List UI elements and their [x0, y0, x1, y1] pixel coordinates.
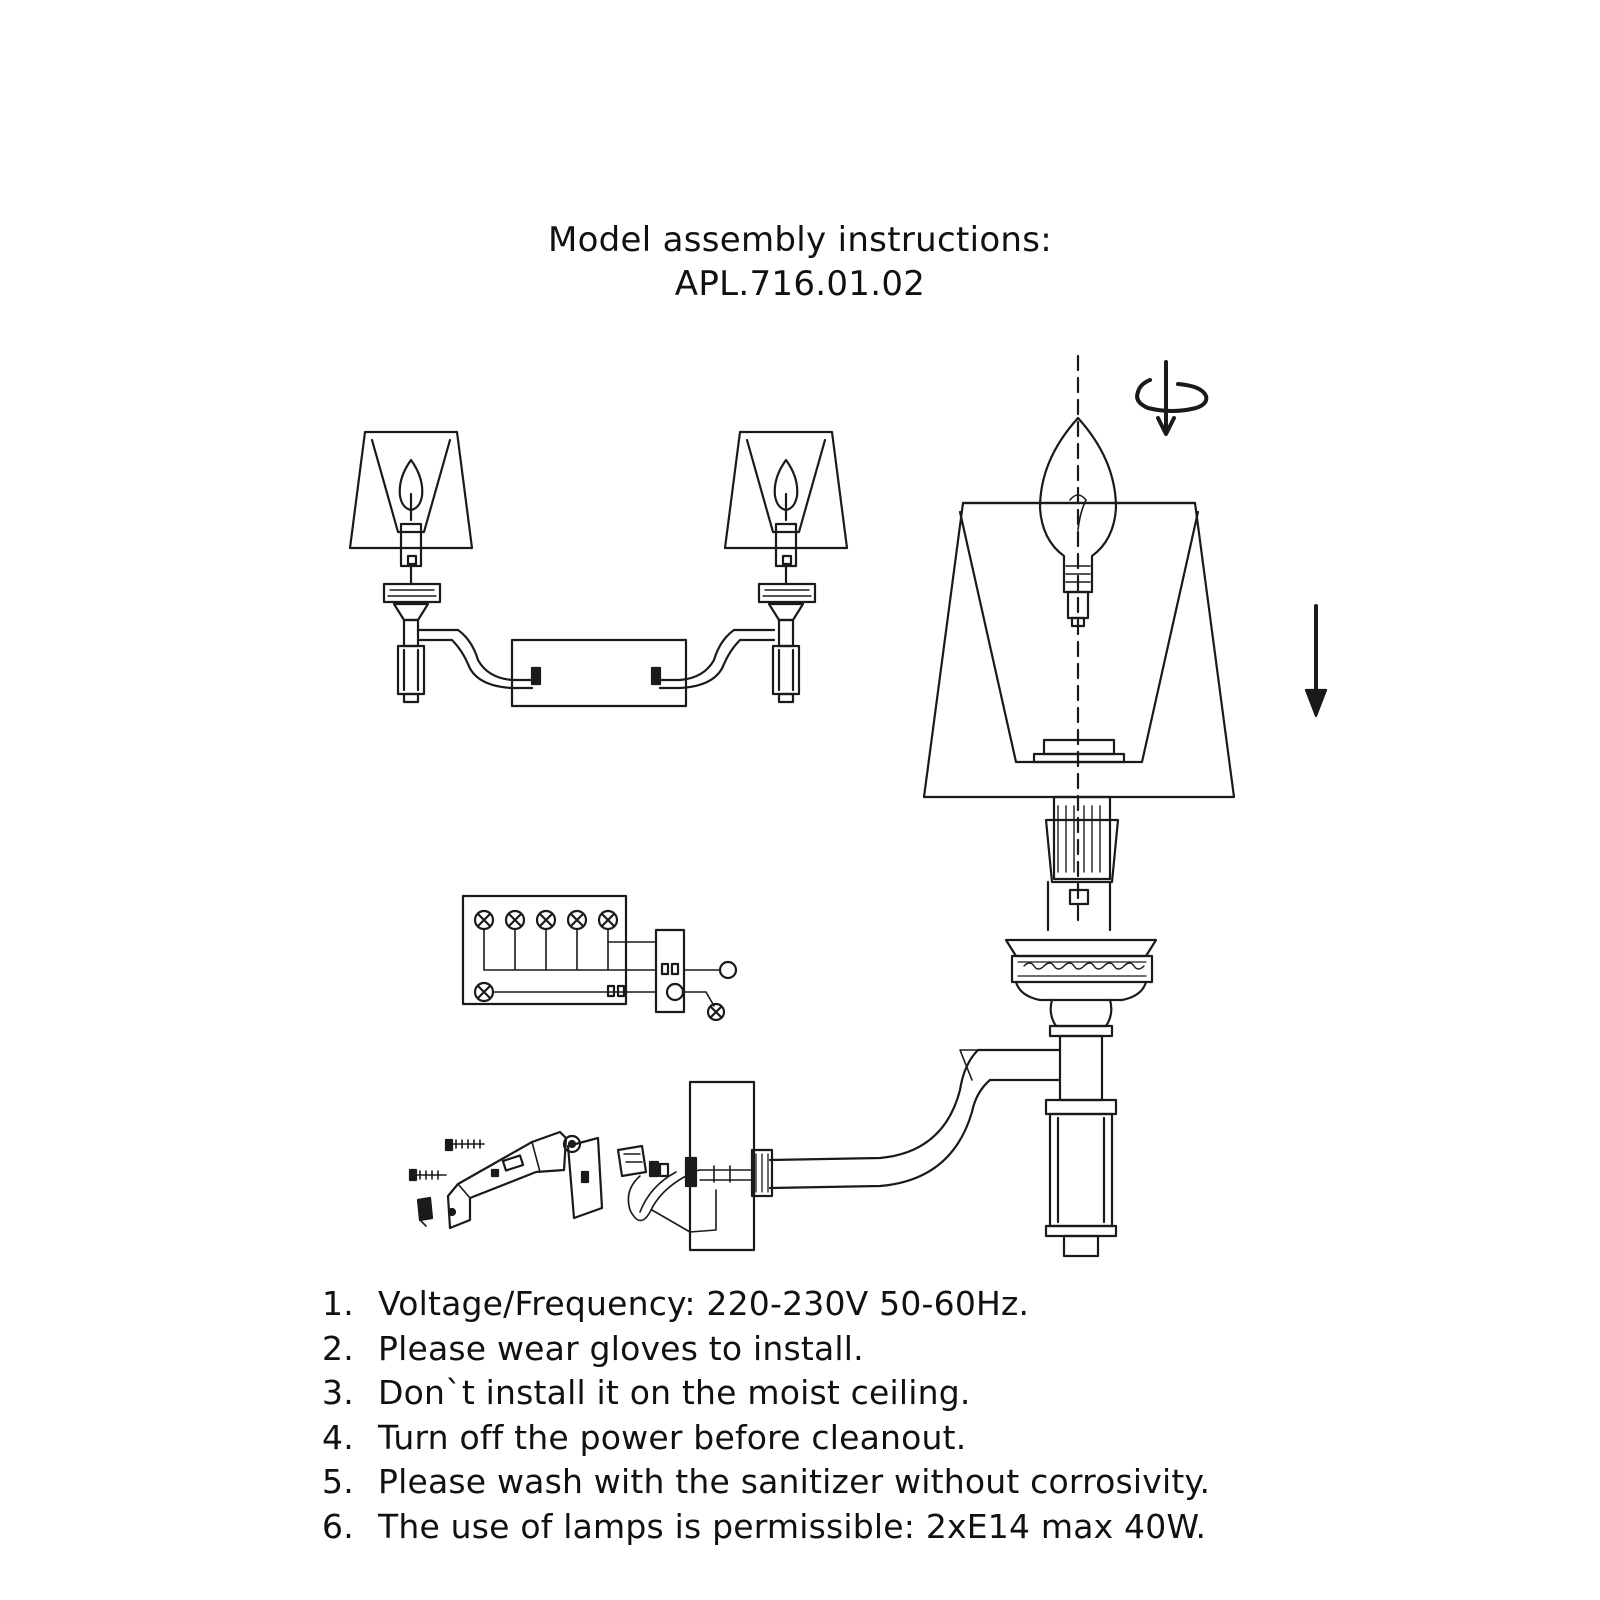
- instruction-item: [322, 1505, 1210, 1550]
- wiring-diagram-icon: [463, 896, 736, 1020]
- instruction-text: Turn off the power before cleanout.: [378, 1417, 967, 1457]
- screw-middle: [410, 1170, 446, 1180]
- wall-anchor: [418, 1198, 432, 1226]
- instruction-number: 3.: [322, 1373, 354, 1413]
- instruction-item: [322, 1416, 1210, 1461]
- overview-left-lamp: [350, 432, 472, 702]
- instruction-item: [322, 1371, 1210, 1416]
- instruction-item: [322, 1282, 1210, 1327]
- instruction-text: Voltage/Frequency: 220-230V 50-60Hz.: [378, 1284, 1030, 1323]
- instruction-text: Please wear gloves to install.: [378, 1328, 864, 1368]
- instruction-text: Don`t install it on the moist ceiling.: [378, 1373, 971, 1413]
- instruction-number: 6.: [322, 1506, 354, 1546]
- overview-right-lamp: [725, 432, 847, 702]
- terminal-row: [475, 911, 617, 929]
- screw-top: [446, 1140, 484, 1150]
- instruction-list: [322, 1282, 1210, 1550]
- instruction-item: [322, 1327, 1210, 1372]
- instruction-number: 4.: [322, 1417, 354, 1457]
- exploded-assembly-icon: [410, 356, 1234, 1256]
- instruction-number: 5.: [322, 1462, 354, 1502]
- instruction-text: Please wash with the sanitizer without corrosivity.: [378, 1462, 1211, 1502]
- down-arrow-icon: [1306, 606, 1326, 716]
- overview-sconce-icon: [350, 432, 847, 706]
- instruction-item: [322, 1460, 1210, 1505]
- instruction-text: The use of lamps is permissible: 2xE14 max 40W.: [378, 1506, 1207, 1546]
- instruction-number: 1.: [322, 1284, 354, 1323]
- instruction-number: 2.: [322, 1328, 354, 1368]
- title-line-1: Model assembly instructions:: [547, 220, 1053, 260]
- rotate-arrow-icon: [1137, 362, 1206, 434]
- model-number: APL.716.01.02: [674, 264, 926, 304]
